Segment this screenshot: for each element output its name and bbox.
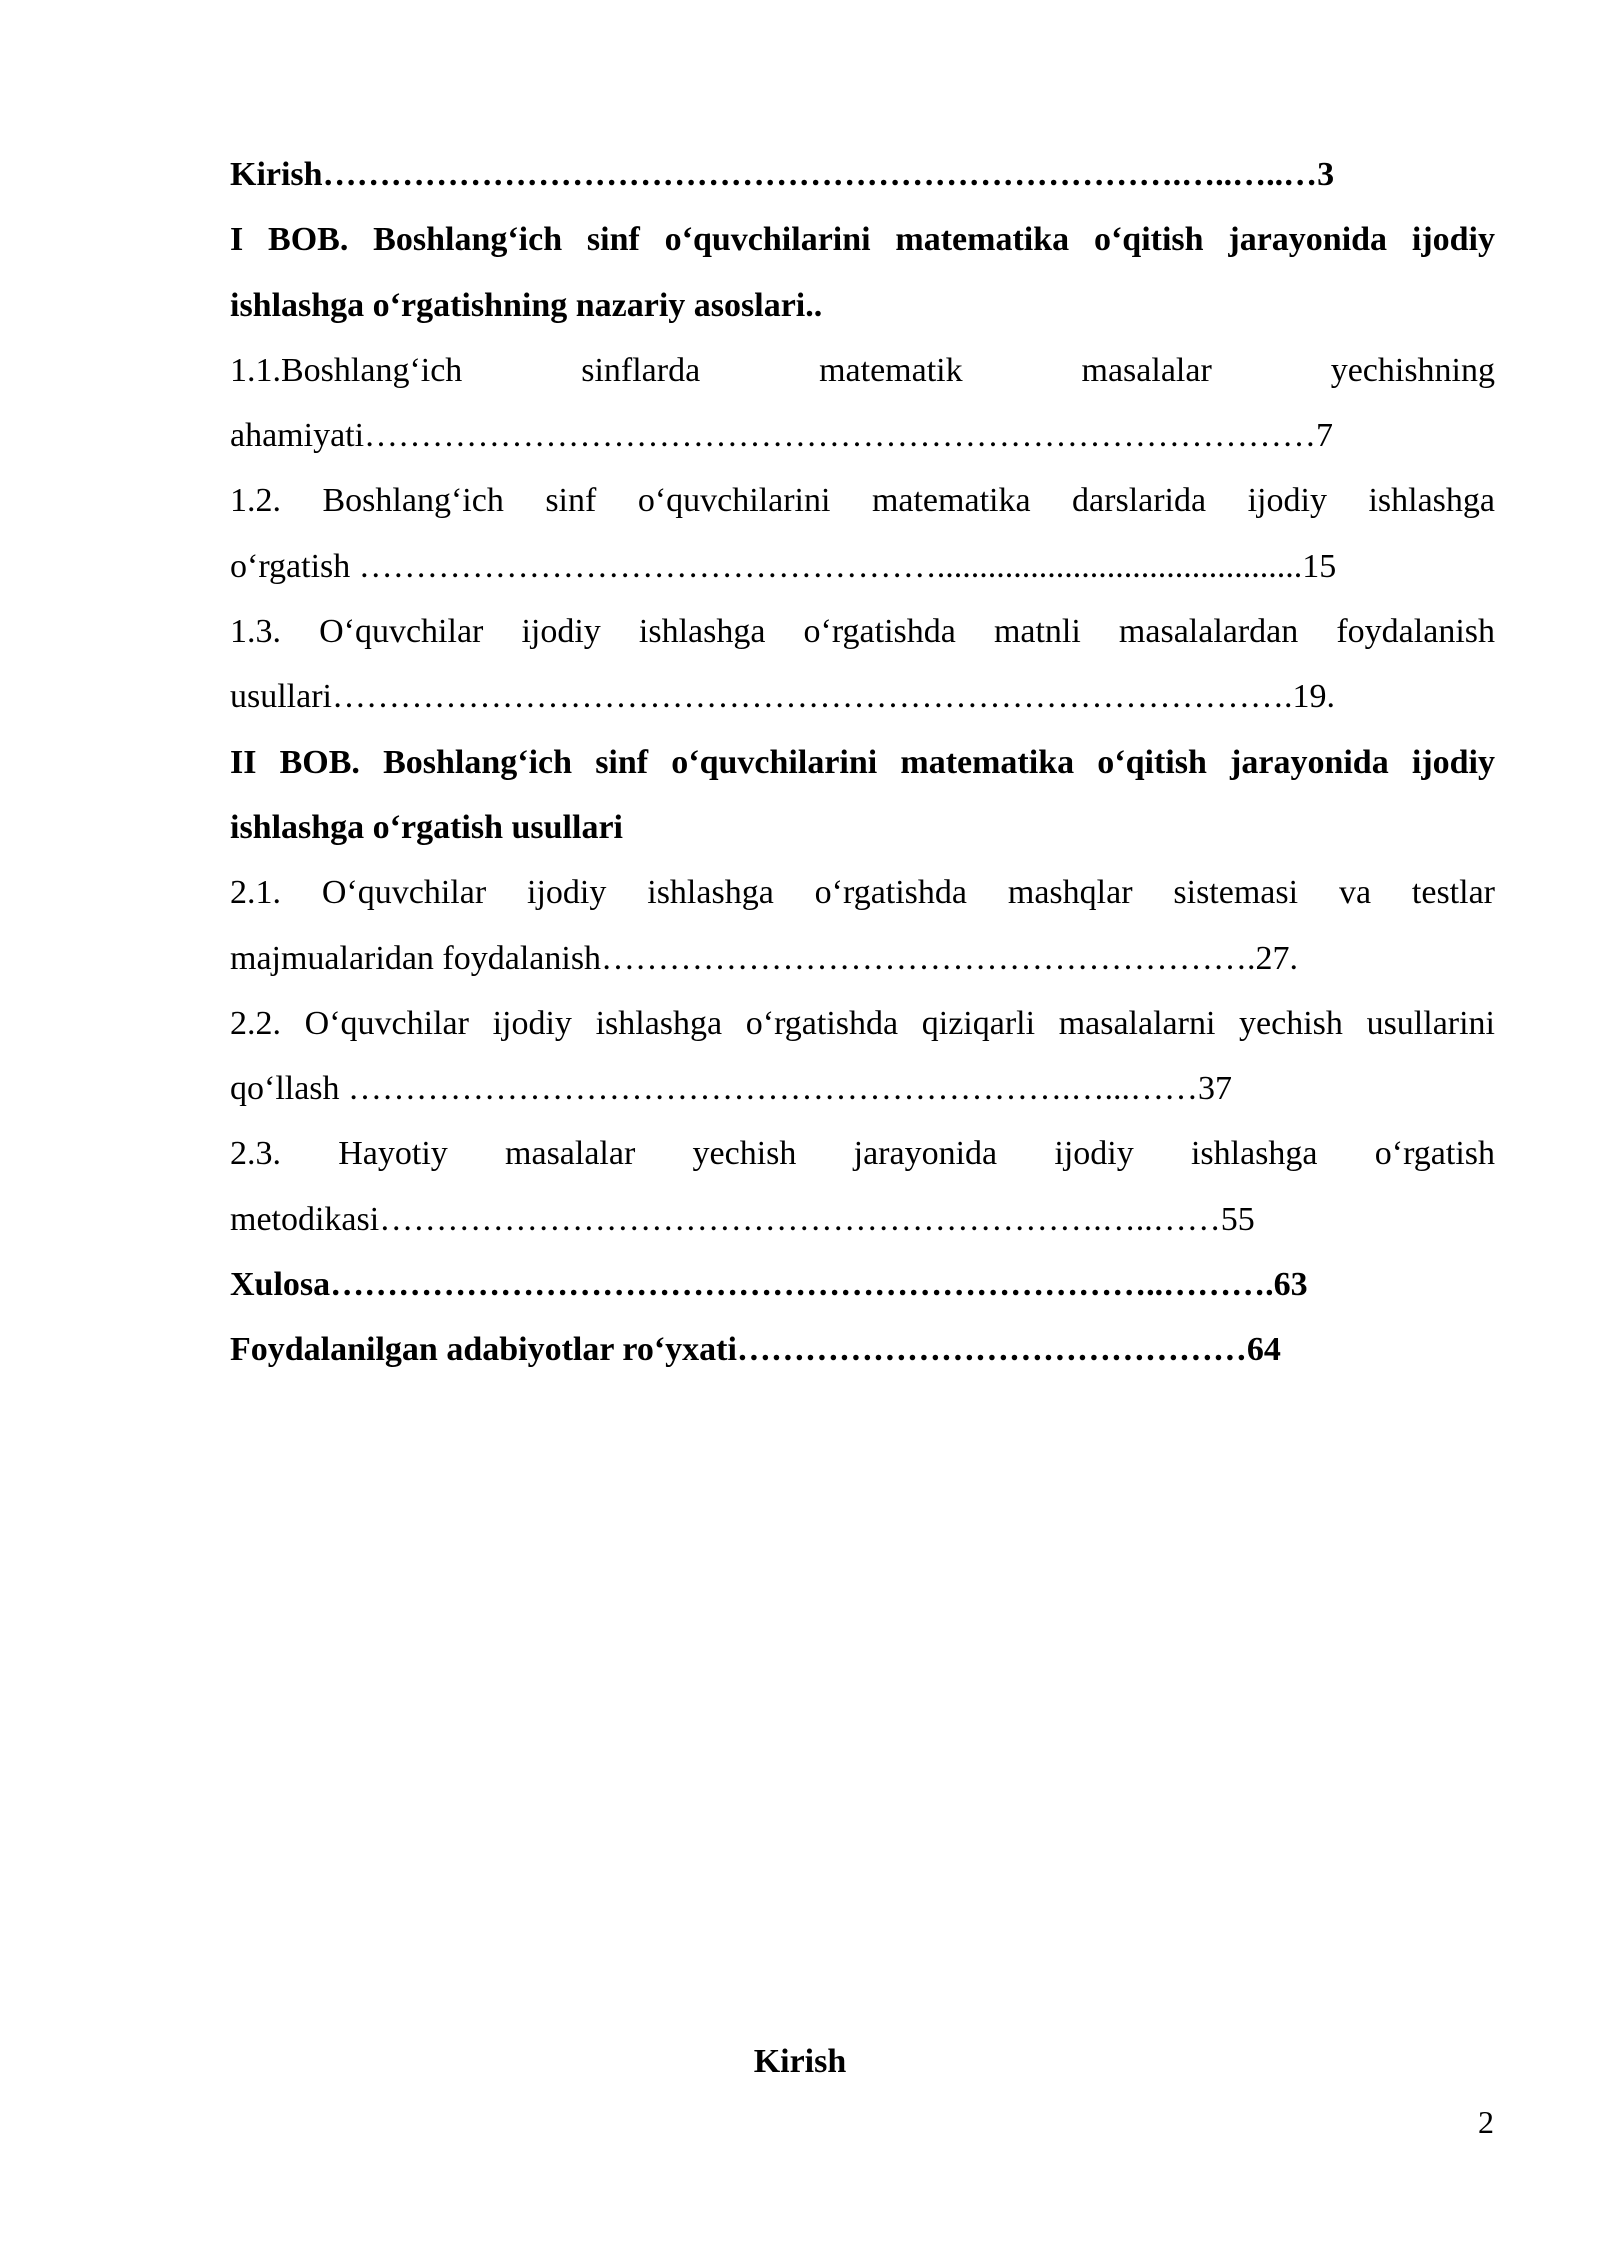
toc-entry-xulosa: Xulosa………………………………………………………………..……….63 xyxy=(230,1266,1308,1304)
toc-chapter-2-title-cont: ishlashga o‘rgatish usullari xyxy=(230,808,623,846)
toc-section-1-1-cont: ahamiyati…………………………………………………………………………7 xyxy=(230,417,1334,455)
section-heading: Kirish xyxy=(753,2043,847,2080)
page-number: 2 xyxy=(1478,2104,1494,2140)
toc-section-1-1: 1.1.Boshlang‘ich sinflarda matematik masalalar yechishning xyxy=(230,351,1495,389)
toc-section-2-2-cont: qo‘llash ……………………………………………………….…...……37 xyxy=(230,1070,1233,1108)
toc-section-2-2: 2.2. O‘quvchilar ijodiy ishlashga o‘rgatishda qiziqarli masalalarni yechish usullarini xyxy=(230,1004,1495,1042)
table-of-contents xyxy=(230,142,1495,1383)
toc-entry-kirish: Kirish………………………………………………………………….…..…..…3 xyxy=(230,156,1335,193)
toc-section-2-1: 2.1. O‘quvchilar ijodiy ishlashga o‘rgatishda mashqlar sistemasi va testlar xyxy=(230,874,1495,912)
toc-section-1-3: 1.3. O‘quvchilar ijodiy ishlashga o‘rgatishda matnli masalalardan foydalanish xyxy=(230,613,1495,651)
toc-chapter-1-title: I BOB. Boshlang‘ich sinf o‘quvchilarini matematika o‘qitish jarayonida ijodiy xyxy=(230,221,1495,259)
toc-section-1-2: 1.2. Boshlang‘ich sinf o‘quvchilarini matematika darslarida ijodiy ishlashga xyxy=(230,482,1495,520)
toc-section-1-2-cont: o‘rgatish ……………………………………………...........................................15 xyxy=(230,547,1337,585)
toc-chapter-2-title: II BOB. Boshlang‘ich sinf o‘quvchilarini matematika o‘qitish jarayonida ijodiy xyxy=(230,743,1495,781)
toc-section-2-1-cont: majmualaridan foydalanish………………………………………………….27. xyxy=(230,939,1299,977)
toc-section-1-3-cont: usullari………………………………………………………………………….19. xyxy=(230,678,1335,716)
toc-chapter-1-title-cont: ishlashga o‘rgatishning nazariy asoslari.. xyxy=(230,286,823,324)
toc-entry-references: Foydalanilgan adabiyotlar ro‘yxati………………………………………64 xyxy=(230,1331,1281,1369)
toc-section-2-3: 2.3. Hayotiy masalalar yechish jarayonida ijodiy ishlashga o‘rgatish xyxy=(230,1135,1495,1173)
toc-section-2-3-cont: metodikasi……………………………………………………….…..……55 xyxy=(230,1200,1255,1238)
